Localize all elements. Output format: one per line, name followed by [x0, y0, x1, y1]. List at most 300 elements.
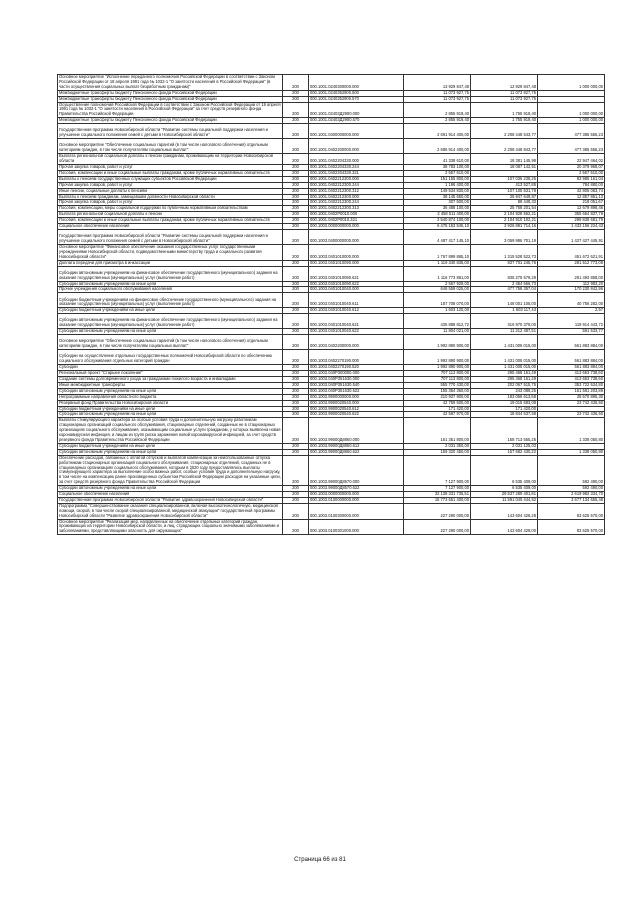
row-plan-cell: 41 338 610,00 [404, 154, 471, 165]
row-fact-cell: 3 059 986 701,19 [471, 229, 538, 244]
row-name-cell: Выплаты к пенсиям гражданам, замещавшим должности Новосибирской области [58, 194, 283, 200]
table-row [58, 519, 605, 535]
row-plan-cell: 227 290 000,00 [404, 519, 471, 535]
row-grbs-cell: 200 [283, 406, 309, 412]
row-name-cell: Выплата региональной социальной доплаты к пенсии [58, 212, 283, 218]
row-name-cell: Государственная программа Новосибирской области "Развитие системы социальной поддержки населения и улучшение социального положения семей с детьми в Новосибирской области" [58, 229, 283, 244]
row-fact-cell: 477 758 357,04 [471, 287, 538, 293]
row-fact-cell: 143 604 429,00 [471, 519, 538, 535]
row-code-cell: 000.1003.99000Д8860.612 [309, 443, 404, 449]
row-rest-cell: 170 230 842,96 [538, 287, 605, 293]
row-fact-cell: 157 682 430,22 [471, 449, 538, 455]
row-plan-cell: 36 488 100,00 [404, 206, 471, 212]
row-code-cell: 000.1003.040P351630.540 [309, 382, 404, 388]
row-fact-cell: 835 275 579,29 [471, 266, 538, 281]
row-grbs-cell: 200 [283, 170, 309, 176]
row-fact-cell: 2 031 125,03 [471, 443, 538, 449]
row-plan-cell: 1 767 899 865,10 [404, 244, 471, 260]
row-name-cell: Прочие учреждения социального обслуживания населения [58, 287, 283, 293]
row-fact-cell: 2 208 448 543,77 [471, 124, 538, 139]
row-code-cell: 000.1001.02403Д2900.000 [309, 102, 404, 118]
row-name-cell: Субсидии автономным учреждениям на иные цели [58, 486, 283, 492]
row-rest-cell: 2,57 [538, 308, 605, 314]
row-rest-cell: 281 512 773,08 [538, 260, 605, 266]
row-plan-cell: 1 992 890 900,00 [404, 350, 471, 365]
row-name-cell: Основное мероприятие "Обеспечение социальных гарантий (в том числе налогового облегчения) отдельным категориям граждан, в том числе получателям социальных выплат" [58, 335, 283, 350]
row-rest-cell: 2 619 982 334,70 [538, 492, 605, 498]
table-row [58, 329, 605, 335]
row-code-cell: 000.1001.0402204330.244 [309, 164, 404, 170]
row-name-cell: Основное мероприятие "Реализация мер, направленных на обеспечение отдельных категорий граждан, проживающих на территории Новосибирской области, и лиц, страдающих социально значимыми заболеваниями и заболеваниями, представляющими опасность для окружающих" [58, 519, 283, 535]
row-rest-cell: 20 379 958,07 [538, 164, 605, 170]
row-fact-cell: 11 212 487,51 [471, 329, 538, 335]
row-fact-cell: 171 420,00 [471, 406, 538, 412]
row-plan-cell: 11 073 927,75 [404, 96, 471, 102]
row-grbs-cell: 200 [283, 492, 309, 498]
row-grbs-cell: 200 [283, 188, 309, 194]
row-name-cell: Государственная программа Новосибирской области "Развитие здравоохранения Новосибирской области" [58, 497, 283, 503]
row-grbs-cell: 200 [283, 350, 309, 365]
row-plan-cell: 1 119 340 835,00 [404, 260, 471, 266]
row-fact-cell: 1 431 005 015,00 [471, 365, 538, 371]
row-name-cell: Региональный проект "Старшее поколение" [58, 371, 283, 377]
table-row [58, 371, 605, 377]
row-plan-cell: 38 783 100,00 [404, 164, 471, 170]
row-plan-cell: 1 116 773 881,00 [404, 266, 471, 281]
table-row [58, 449, 605, 455]
row-fact-cell: 12 929 847,48 [471, 75, 538, 91]
row-plan-cell: 648 559 025,00 [404, 287, 471, 293]
row-name-cell: Выплаты к пенсиям государственных служащих субъектов Российской Федерации [58, 176, 283, 182]
row-fact-cell: 3 926 881 714,16 [471, 224, 538, 230]
row-rest-cell: 1 000 000,00 [538, 102, 605, 118]
row-name-cell: Субсидии автономным учреждениям на иные цели [58, 281, 283, 287]
row-name-cell: Субсидии автономным учреждениям на финансовое обеспечение государственного (муниципального) задания на оказание государственных (муниципальных) услуг (выполнение работ) [58, 314, 283, 329]
row-grbs-cell: 200 [283, 218, 309, 224]
row-rest-cell: 592 490,00 [538, 486, 605, 492]
row-grbs-cell: 200 [283, 229, 309, 244]
row-grbs-cell: 200 [283, 497, 309, 503]
row-code-cell: 000.1003.0401010000.000 [309, 244, 404, 260]
row-code-cell: 000.1003.0000000000.000 [309, 224, 404, 230]
row-plan-cell: 42 587 970,00 [404, 412, 471, 418]
row-name-cell: Субсидии автономным учреждениям на финансовое обеспечение государственного (муниципального) задания на оказание государственных (муниципальных) услуг (выполнение работ) [58, 266, 283, 281]
row-fact-cell: 1 755 919,40 [471, 102, 538, 118]
row-rest-cell: 83 625 570,00 [538, 503, 605, 519]
row-fact-cell: 1 431 005 015,00 [471, 335, 538, 350]
table-row [58, 486, 605, 492]
row-name-cell: Субсидии автономным учреждениям на иные цели [58, 449, 283, 455]
row-grbs-cell: 200 [283, 503, 309, 519]
row-plan-cell: 11 073 927,75 [404, 90, 471, 96]
row-grbs-cell: 200 [283, 314, 309, 329]
row-grbs-cell: 200 [283, 418, 309, 444]
row-rest-cell: 3 677 134 655,48 [538, 497, 605, 503]
row-plan-cell: 171 420,00 [404, 406, 471, 412]
row-rest-cell: 561 883 884,00 [538, 365, 605, 371]
row-plan-cell: 2 031 350,00 [404, 443, 471, 449]
row-rest-cell: 1 427 427 445,91 [538, 229, 605, 244]
row-name-cell: Государственная программа Новосибирской области "Развитие системы социальной поддержки населения и улучшение социального положения семей с детьми в Новосибирской области" [58, 124, 283, 139]
row-plan-cell: 15 773 551 400,00 [404, 497, 471, 503]
table-row [58, 188, 605, 194]
row-grbs-cell: 200 [283, 519, 309, 535]
row-fact-cell: 158 713 555,25 [471, 418, 538, 444]
row-name-cell: Выплата региональной социальной доплаты к пенсии гражданам, проживающим на территории Новосибирской области [58, 154, 283, 165]
row-code-cell: 000.1003.99000Д8860.622 [309, 449, 404, 455]
budget-report-sheet [57, 74, 603, 535]
row-grbs-cell: 200 [283, 260, 309, 266]
row-code-cell: 000.1001.0240352900.500 [309, 90, 404, 96]
table-row [58, 96, 605, 102]
row-rest-cell: 151 581 203,89 [538, 388, 605, 394]
row-plan-cell: 707 113 800,00 [404, 371, 471, 377]
row-code-cell: 000.1001.0402212300.313 [309, 206, 404, 212]
row-rest-cell: 355 654 837,79 [538, 212, 605, 218]
row-plan-cell: 227 290 000,00 [404, 503, 471, 519]
row-name-cell: Прочая закупка товаров, работ и услуг [58, 200, 283, 206]
row-fact-cell: 107 105 531,78 [471, 188, 538, 194]
table-row [58, 118, 605, 124]
row-code-cell: 000.1001.0402212300.000 [309, 176, 404, 182]
row-rest-cell: 451 672 621,91 [538, 244, 605, 260]
row-name-cell: Иные пенсии, социальные доплаты к пенсиям [58, 188, 283, 194]
table-row [58, 400, 605, 406]
row-fact-cell: 1 603 117,43 [471, 308, 538, 314]
row-grbs-cell: 200 [283, 443, 309, 449]
table-row [58, 266, 605, 281]
table-row [58, 394, 605, 400]
row-code-cell: 000.1001.0402212300.244 [309, 182, 404, 188]
row-code-cell: 000.1001.0402212300.000 [309, 194, 404, 200]
row-code-cell: 000.1001.02403Д2900.570 [309, 118, 404, 124]
row-rest-cell: 561 883 884,00 [538, 350, 605, 365]
row-name-cell: Иные межбюджетные трансферты [58, 382, 283, 388]
table-row [58, 218, 605, 224]
table-row [58, 455, 605, 485]
row-name-cell: Субсидии автономным учреждениям на иные цели [58, 388, 283, 394]
row-grbs-cell: 200 [283, 365, 309, 371]
row-name-cell: Осуществление полномочий Российской Федерации в соответствии с Законом Российской Федерации от 19 апреля 1991 года № 1032-1 "О занятости населения в Российской Федерации" за счет средств резервного фонда Правительства Российской Федерации [59, 102, 281, 117]
row-fact-cell: 25 847 649,87 [471, 194, 538, 200]
table-row [58, 287, 605, 293]
table-row [58, 503, 605, 519]
row-grbs-cell: 200 [283, 139, 309, 154]
row-code-cell: 000.1003.9900020540.612 [309, 406, 404, 412]
table-row [58, 244, 605, 260]
row-plan-cell: 707 113 800,00 [404, 377, 471, 383]
row-name-cell: Субсидии автономным учреждениям на иные цели [58, 329, 283, 335]
row-grbs-cell: 200 [283, 293, 309, 308]
row-code-cell: 000.1001.0402200000.000 [309, 139, 404, 154]
table-row [58, 377, 605, 383]
row-plan-cell: 149 534 830,00 [404, 188, 471, 194]
row-plan-cell: 42 759 500,00 [404, 400, 471, 406]
table-row [58, 308, 605, 314]
table-row [58, 497, 605, 503]
row-code-cell: 000.1003.040P300000.000 [309, 371, 404, 377]
row-code-cell: 000.1003.9900020540.622 [309, 412, 404, 418]
row-name-cell: Прочая закупка товаров, работ и услуг [58, 182, 283, 188]
row-rest-cell: 83 625 570,00 [538, 519, 605, 535]
row-grbs-cell: 200 [283, 118, 309, 124]
row-code-cell: 000.1003.0402270190.000 [309, 350, 404, 365]
row-plan-cell: 210 937 900,00 [404, 394, 471, 400]
row-fact-cell: 295 468 161,49 [471, 377, 538, 383]
row-fact-cell: 18 087 142,51 [471, 164, 538, 170]
row-code-cell: 000.1001.0402204330.321 [309, 170, 404, 176]
table-row [58, 412, 605, 418]
row-rest-cell: 12 857 951,13 [538, 194, 605, 200]
row-rest-cell: 1 338 050,80 [538, 418, 605, 444]
row-rest-cell: 42 805 083,74 [538, 188, 605, 194]
row-name-cell: Подпрограмма "Совершенствование оказания специализированной, включая высокотехнологичную, медицинской помощи, скорой, в том числе скорой специализированной, медицинской эвакуации" государственной программы Новосибирской области "Развитие здравоохранения Новосибирской области" [58, 503, 283, 519]
row-code-cell: 000.1001.0402Р0010.321 [309, 218, 404, 224]
row-grbs-cell: 200 [283, 308, 309, 314]
row-code-cell: 000.1001.0400000000.000 [309, 124, 404, 139]
row-grbs-cell: 200 [283, 75, 309, 91]
row-name-cell: Социальное обеспечение населения [58, 492, 283, 498]
row-plan-cell: 555 770 430,00 [404, 382, 471, 388]
row-plan-cell: 2 557 510,00 [404, 170, 471, 176]
row-name-cell: Субсидии бюджетным учреждениям на иные цели [58, 308, 283, 314]
table-body [58, 75, 605, 535]
row-name-cell: Пособия, компенсации и иные социальные выплаты гражданам, кроме публичных нормативных обязательств [58, 218, 283, 224]
row-code-cell: 000.1003.99000Д8860.000 [309, 418, 404, 444]
row-grbs-cell: 200 [283, 182, 309, 188]
row-code-cell: 000.1003.0401010040.621 [309, 314, 404, 329]
row-plan-cell: 151 155 800,00 [404, 176, 471, 182]
row-plan-cell: 2 567 929,00 [404, 281, 471, 287]
row-plan-cell: 155 354 360,00 [404, 388, 471, 394]
row-rest-cell: 413 653 738,60 [538, 377, 605, 383]
row-rest-cell: 281 493 858,00 [538, 266, 605, 281]
row-code-cell: 000.1003.9900020540.000 [309, 400, 404, 406]
row-fact-cell: 11 073 927,75 [471, 90, 538, 96]
row-grbs-cell: 200 [283, 212, 309, 218]
table-row [58, 418, 605, 444]
row-plan-cell: 1 992 890 900,00 [404, 335, 471, 350]
row-plan-cell: 435 888 812,72 [404, 314, 471, 329]
row-name-cell: Межбюджетные трансферты бюджету Пенсионного фонда Российской Федерации [58, 118, 283, 124]
row-code-cell: 000.1003.0401010040.000 [309, 287, 404, 293]
row-grbs-cell: 200 [283, 287, 309, 293]
row-rest-cell: 1 338 050,80 [538, 449, 605, 455]
row-rest-cell: 1 000 000,00 [538, 75, 605, 91]
row-rest-cell: 23 742 436,50 [538, 412, 605, 418]
row-fact-cell: 295 468 161,49 [471, 371, 538, 377]
table-row [58, 350, 605, 365]
row-plan-cell: 4 487 417 145,10 [404, 229, 471, 244]
row-fact-cell: 183 066 613,58 [471, 394, 538, 400]
row-name-cell: Субсидии бюджетным учреждениям на иные цели [58, 443, 283, 449]
row-grbs-cell: 200 [283, 266, 309, 281]
row-rest-cell: 12 679 898,46 [538, 206, 605, 212]
row-fact-cell: 316 970 379,00 [471, 314, 538, 329]
row-grbs-cell: 200 [283, 382, 309, 388]
row-grbs-cell: 200 [283, 244, 309, 260]
row-grbs-cell: 200 [283, 124, 309, 139]
row-rest-cell: 112 983,20 [538, 281, 605, 287]
row-name-cell: Субсидии на осуществление отдельных государственных полномочий Новосибирской области по обеспечению социального обслуживания отдельных категорий граждан [58, 350, 283, 365]
row-code-cell: 000.1003.0100300000.000 [309, 503, 404, 519]
row-code-cell: 000.1003.0000000000.000 [309, 492, 404, 498]
row-grbs-cell: 200 [283, 154, 309, 165]
row-fact-cell: 148 001 105,00 [471, 293, 538, 308]
row-grbs-cell: 200 [283, 455, 309, 485]
row-name-cell: Субсидии автономным учреждениям на иные цели [58, 412, 283, 418]
row-fact-cell: 2 454 666,73 [471, 281, 538, 287]
row-fact-cell: 11 591 045 444,52 [471, 497, 538, 503]
row-fact-cell: 6 535 409,00 [471, 486, 538, 492]
row-plan-cell: 1 196 400,00 [404, 182, 471, 188]
row-name-cell: Прочая закупка товаров, работ и услуг [58, 164, 283, 170]
row-plan-cell: 38 145 650,00 [404, 194, 471, 200]
row-plan-cell: 2 685 914 400,00 [404, 139, 471, 154]
row-rest-cell: 1 433 156 224,43 [538, 224, 605, 230]
row-rest-cell: 477 385 556,23 [538, 139, 605, 154]
row-code-cell: 000.1003.0400000000.000 [309, 229, 404, 244]
row-code-cell: 000.1001.0240300000.000 [309, 75, 404, 91]
row-grbs-cell: 200 [283, 206, 309, 212]
row-rest-cell: 22 947 464,02 [538, 154, 605, 165]
row-code-cell: 000.1003.0402200000.000 [309, 335, 404, 350]
table-row [58, 206, 605, 212]
row-grbs-cell: 200 [283, 371, 309, 377]
row-plan-cell: 159 320 450,00 [404, 449, 471, 455]
row-code-cell: 000.1001.0402204330.000 [309, 154, 404, 165]
row-fact-cell: 11 073 927,75 [471, 96, 538, 102]
row-plan-cell: 2 458 511 400,00 [404, 212, 471, 218]
row-code-cell: 000.1003.0401010090.000 [309, 260, 404, 266]
table-row [58, 176, 605, 182]
row-fact-cell: 19 015 683,08 [471, 400, 538, 406]
row-rest-cell: 218 051,67 [538, 200, 605, 206]
row-grbs-cell: 200 [283, 102, 309, 118]
row-plan-cell: 11 804 021,00 [404, 329, 471, 335]
row-grbs-cell: 200 [283, 194, 309, 200]
table-row [58, 406, 605, 412]
table-row [58, 229, 605, 244]
row-fact-cell: 2 104 910 102,21 [471, 218, 538, 224]
row-plan-cell: 7 127 900,00 [404, 486, 471, 492]
row-plan-cell: 7 127 900,00 [404, 455, 471, 485]
row-name-cell: Субсидии бюджетным учреждениям на финансовое обеспечение государственного (муниципального) задания на оказание государственных (муниципальных) услуг (выполнение работ) [58, 293, 283, 308]
row-fact-cell: 243 089,25 [471, 388, 538, 394]
row-fact-cell: 29 537 289 401,81 [471, 492, 538, 498]
row-rest-cell: 592 490,00 [538, 455, 605, 485]
table-row [58, 90, 605, 96]
row-code-cell: 000.1003.0100301000.000 [309, 519, 404, 535]
row-fact-cell: 6 535 409,00 [471, 455, 538, 485]
table-row [58, 314, 605, 329]
row-name-cell: Основное мероприятие "Обеспечение социальных гарантий (в том числе налогового облегчения) отдельным категориям граждан, в том числе получателям социальных выплат" [58, 139, 283, 154]
row-code-cell: 000.1003.0402270190.520 [309, 365, 404, 371]
row-rest-cell: 1 000 000,00 [538, 118, 605, 124]
table-row [58, 281, 605, 287]
row-code-cell: 000.1003.040P351630.622 [309, 388, 404, 394]
row-grbs-cell: 200 [283, 377, 309, 383]
row-grbs-cell: 200 [283, 329, 309, 335]
row-name-cell: Основное мероприятие "Финансовое обеспечение оказания государственных услуг государственными учреждениями Новосибирской области, подведомственными министерству труда и социального развития Новосибирской области" [58, 244, 283, 260]
table-row [58, 293, 605, 308]
row-grbs-cell: 200 [283, 335, 309, 350]
row-fact-cell: 2 208 448 843,77 [471, 139, 538, 154]
row-name-cell: Резервный фонд Правительства Новосибирской области [58, 400, 283, 406]
row-fact-cell: 1 431 005 015,00 [471, 350, 538, 365]
row-code-cell: 000.1003.99000Д8570.000 [309, 455, 404, 485]
row-plan-cell: 2 540 874 100,00 [404, 218, 471, 224]
row-grbs-cell: 200 [283, 200, 309, 206]
row-name-cell: Выплаты стимулирующего характера за особые условия труда и дополнительную нагрузку работникам стационарных организаций социального обслуживания, стационарных отделений, созданных не в стационарных организациях социального обслуживания, оказывающим социальные услуги гражданам, у которых выявлена новая коронавирусная инфекция, и лицам из групп риска заражения новой коронавирусной инфекцией, за счет средств резервного фонда Правительства Российской Федерации [59, 417, 281, 442]
row-rest-cell: 477 385 556,23 [538, 124, 605, 139]
table-row [58, 102, 605, 118]
row-rest-cell: 299 838 681,79 [538, 218, 605, 224]
row-fact-cell: 1 315 528 522,73 [471, 244, 538, 260]
row-code-cell: 000.1003.0401010090.622 [309, 281, 404, 287]
row-plan-cell: 187 708 070,00 [404, 293, 471, 308]
row-rest-cell: 83 985 161,04 [538, 176, 605, 182]
row-grbs-cell: 200 [283, 412, 309, 418]
row-code-cell: 000.1003.0100000000.000 [309, 497, 404, 503]
row-code-cell: 000.1003.0401010040.612 [309, 308, 404, 314]
row-name-cell: Создание системы долговременного ухода за гражданами пожилого возраста и инвалидами [58, 377, 283, 383]
row-plan-cell: 13 929 847,48 [404, 75, 471, 91]
row-rest-cell: 119 914 443,72 [538, 314, 605, 329]
row-name-cell: Субсидии бюджетным учреждениям на иные цели [58, 406, 283, 412]
table-row [58, 139, 605, 154]
table-row [58, 124, 605, 139]
table-row [58, 75, 605, 91]
row-code-cell: 000.1001.0240352900.570 [309, 96, 404, 102]
table-row [58, 260, 605, 266]
table-row [58, 388, 605, 394]
row-plan-cell: 2 691 914 400,00 [404, 124, 471, 139]
row-name-cell: Основное мероприятие "Исполнение переданного полномочия Российской Федерации в соответствии с Законом Российской Федерации от 18 апреля 1991 года № 1032-1 "О занятости населения в Российской Федерации" (в части осуществления социальных выплат безработным гражданам)" [58, 75, 283, 91]
row-code-cell: 000.1003.0401010040.611 [309, 293, 404, 308]
row-rest-cell: 28 670 895,30 [538, 394, 605, 400]
row-grbs-cell: 200 [283, 96, 309, 102]
row-plan-cell: 1 992 890 900,00 [404, 365, 471, 371]
row-rest-cell: 40 756 282,00 [538, 293, 605, 308]
row-rest-cell: 2 557 510,00 [538, 170, 605, 176]
row-code-cell: 000.1003.99000Д8570.622 [309, 486, 404, 492]
table-row [58, 335, 605, 350]
row-grbs-cell: 200 [283, 486, 309, 492]
row-name-cell: Пособия, компенсации и иные социальные выплаты гражданам, кроме публичных нормативных обязательств [58, 170, 283, 176]
row-name-cell: Доплата передачи для присмотра в инкассации [58, 260, 283, 266]
row-fact-cell: 143 604 428,28 [471, 503, 538, 519]
row-name-cell: Межбюджетные трансферты бюджету Пенсионного фонда Российской Федерации [58, 96, 283, 102]
row-fact-cell: 18 381 145,98 [471, 154, 538, 165]
row-grbs-cell: 200 [283, 394, 309, 400]
row-rest-cell: 784 880,00 [538, 182, 605, 188]
row-fact-cell: 2 104 928 562,21 [471, 212, 538, 218]
table-row [58, 443, 605, 449]
row-name-cell: Пособия, компенсации, меры социальной поддержки по публичным нормативным обязательствам [58, 206, 283, 212]
row-plan-cell: 32 138 331 735,51 [404, 492, 471, 498]
row-fact-cell: 89 448,33 [471, 200, 538, 206]
row-grbs-cell: 200 [283, 400, 309, 406]
row-fact-cell: 107 036 238,26 [471, 176, 538, 182]
table-row [58, 212, 605, 218]
row-fact-cell: 18 844 537,58 [471, 412, 538, 418]
table-row [58, 194, 605, 200]
row-grbs-cell: 200 [283, 388, 309, 394]
row-plan-cell: 2 855 919,40 [404, 118, 471, 124]
budget-execution-table [57, 74, 605, 535]
row-name-cell: Субсидии [58, 365, 283, 371]
